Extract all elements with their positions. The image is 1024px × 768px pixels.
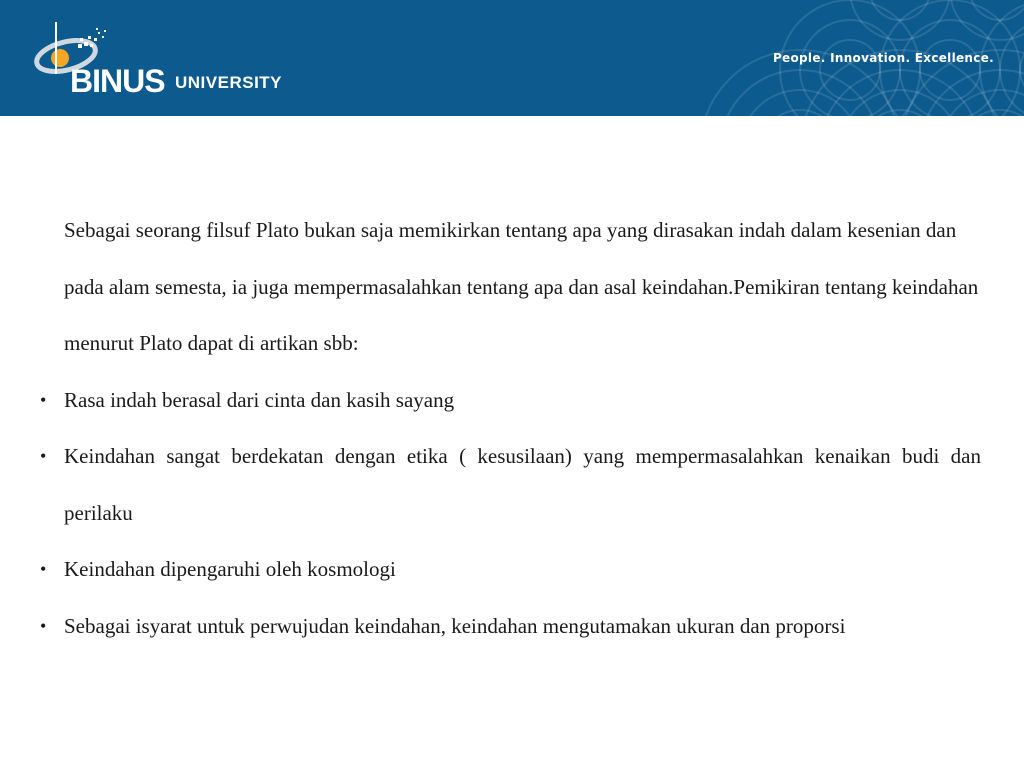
intro-paragraph: Sebagai seorang filsuf Plato bukan saja memikirkan tentang apa yang dirasakan indah dalam kesenian dan pada alam semesta, ia juga mempermasalahkan tentang apa dan asal keindahan.Pemikiran tentang keindahan menurut Plato dapat di artikan sbb: xyxy=(64,218,979,355)
tagline: People. Innovation. Excellence. xyxy=(772,51,994,65)
logo-brand-text: BINUS xyxy=(70,63,165,99)
bullet-text: Keindahan dipengaruhi oleh kosmologi xyxy=(64,557,396,581)
bullet-text: Sebagai isyarat untuk perwujudan keindahan, keindahan mengutamakan ukuran dan proporsi xyxy=(64,613,846,638)
list-item xyxy=(36,372,981,429)
bullet-icon: • xyxy=(40,615,47,636)
logo-suffix-text: UNIVERSITY xyxy=(175,73,283,92)
list-item xyxy=(36,598,981,655)
slide-content xyxy=(36,202,981,654)
bullet-icon: • xyxy=(40,389,47,410)
binus-university-logo xyxy=(18,14,308,104)
list-item xyxy=(36,541,981,598)
slide-header xyxy=(0,0,1024,116)
bullet-icon: • xyxy=(40,559,47,579)
bullet-text: Keindahan sangat berdekatan dengan etika ( kesusilaan) yang mempermasalahkan kenaikan budi dan perilaku xyxy=(64,444,981,525)
bullet-text: Rasa indah berasal dari cinta dan kasih sayang xyxy=(64,387,455,412)
bullet-list xyxy=(36,372,981,655)
list-item xyxy=(36,428,981,541)
bullet-icon: • xyxy=(40,446,47,466)
